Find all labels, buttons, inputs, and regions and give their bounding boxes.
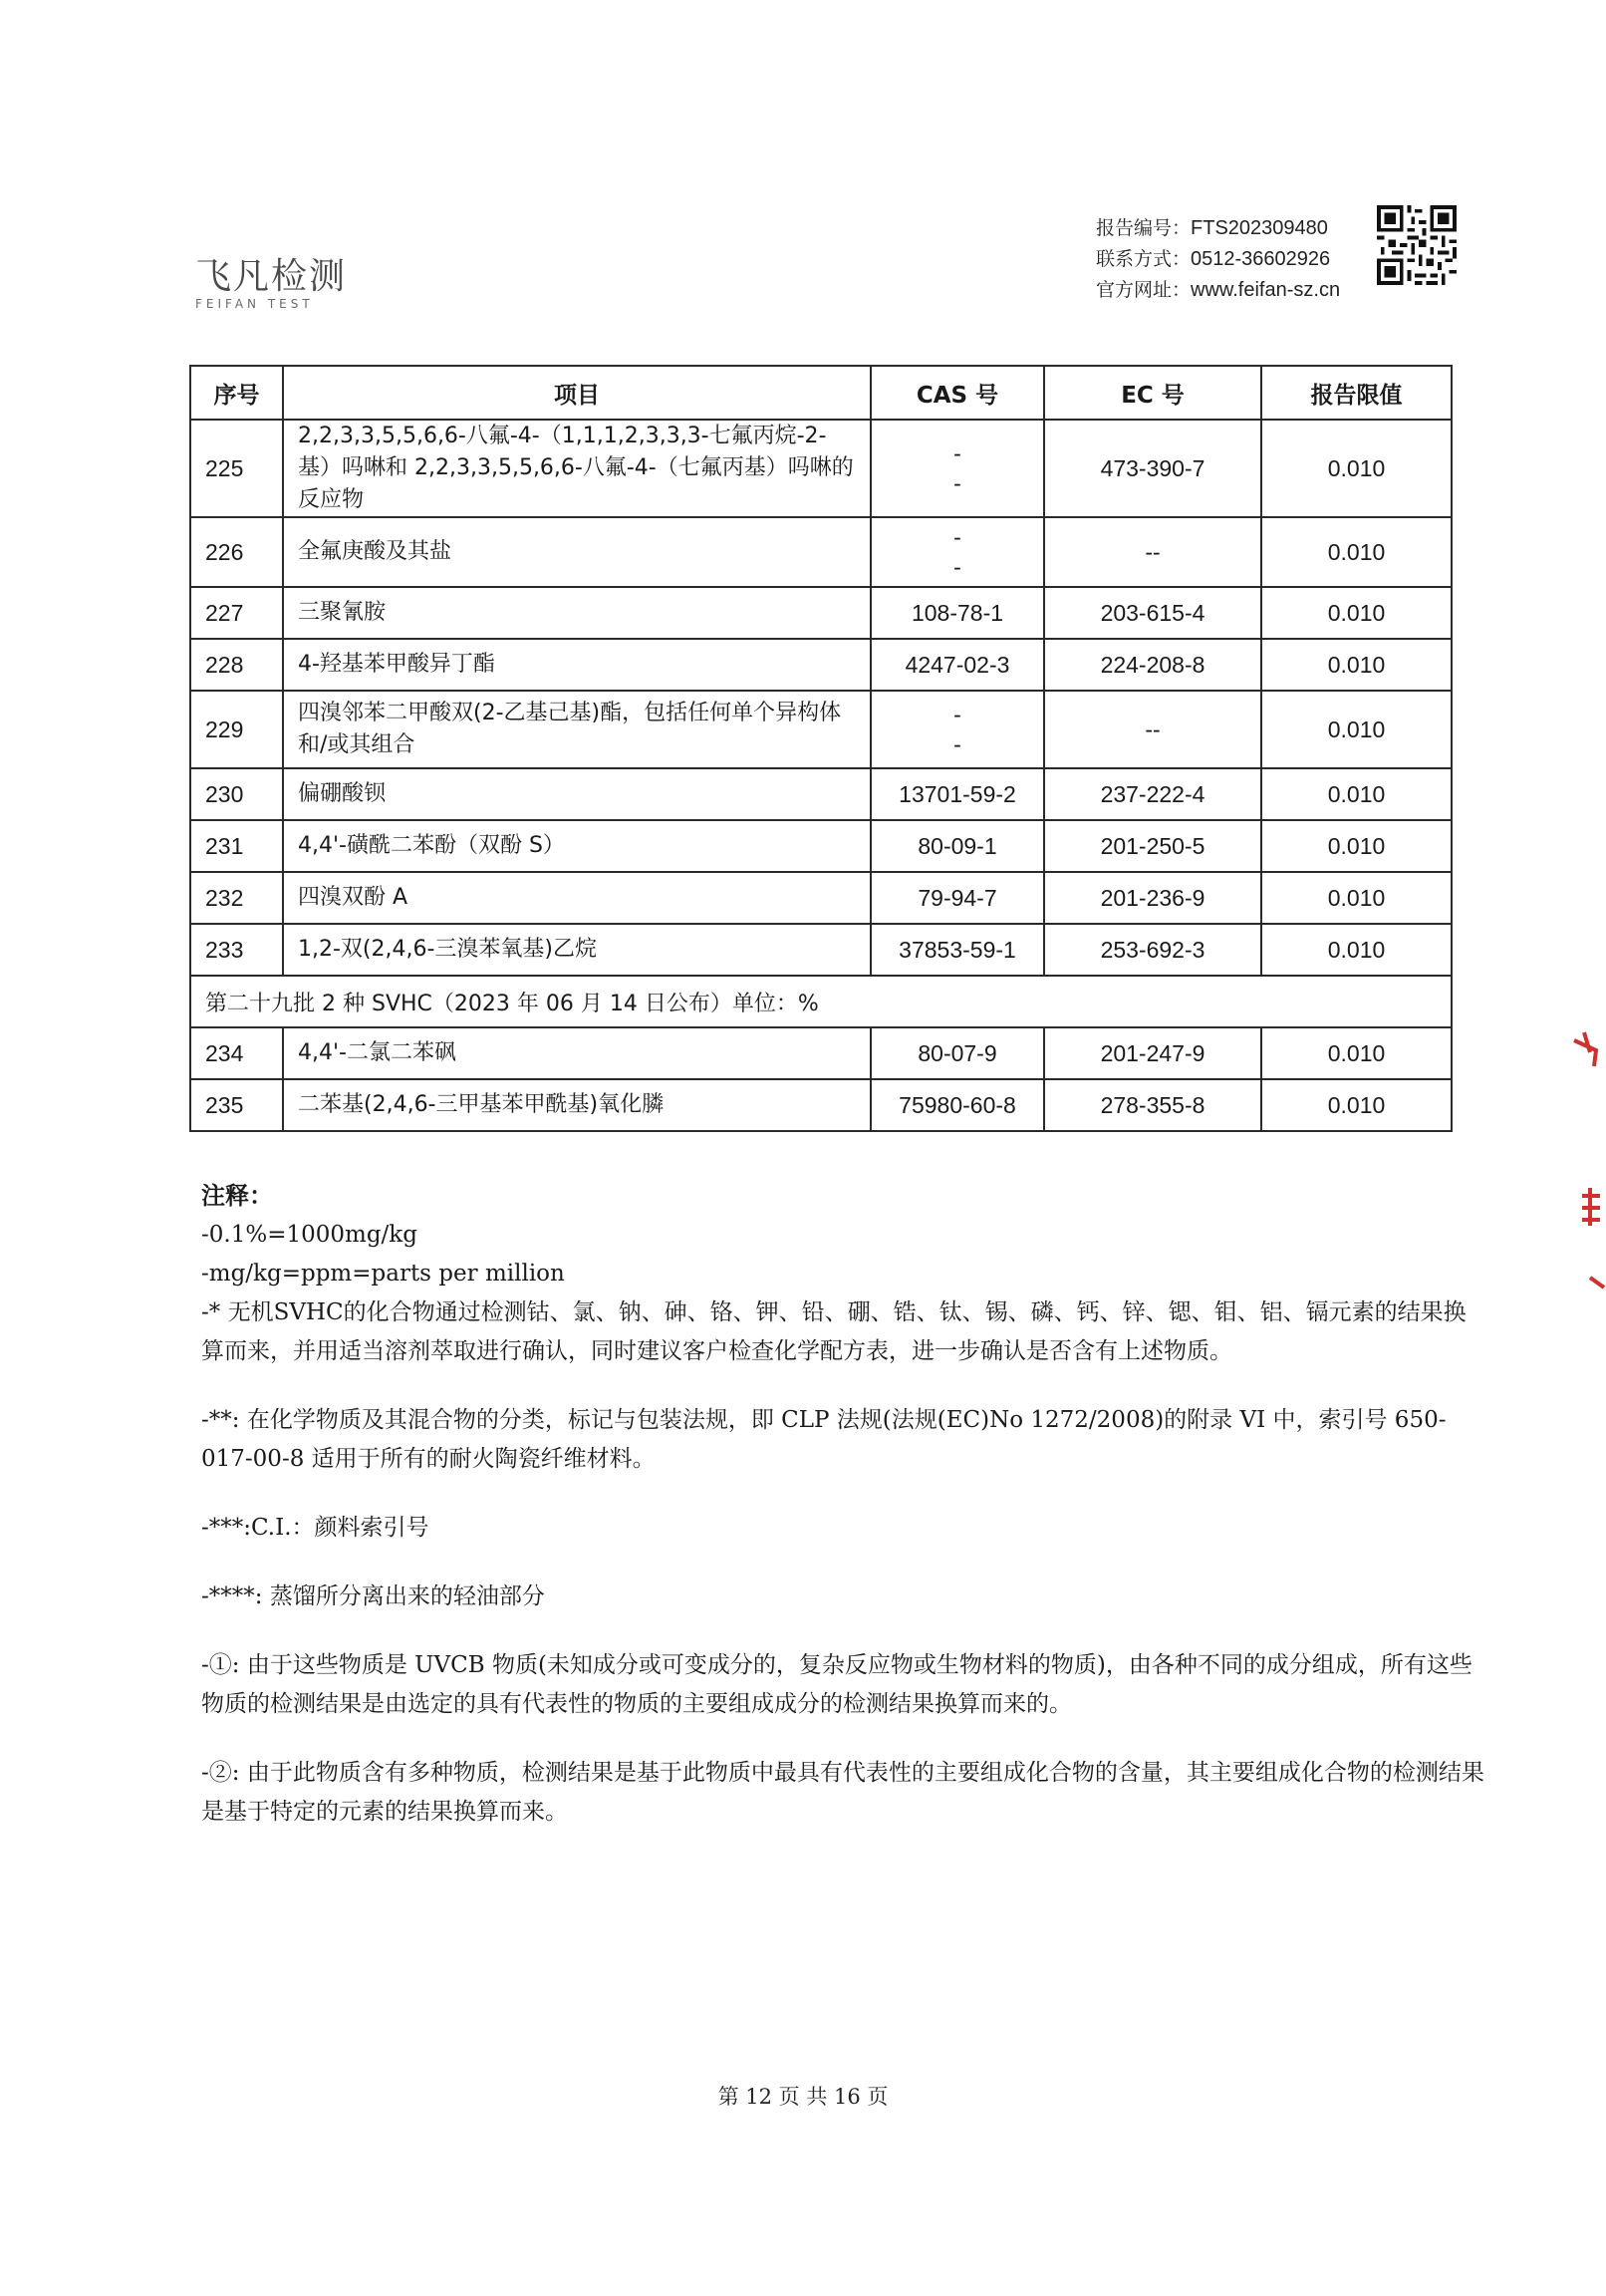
- contact-label: 联系方式：: [1096, 248, 1192, 270]
- row-seq: 235: [190, 1079, 283, 1131]
- note-light-oil: -****: 蒸馏所分离出来的轻油部分: [201, 1583, 545, 1609]
- row-limit: 0.010: [1261, 872, 1452, 924]
- row-cas: 79-94-7: [871, 872, 1044, 924]
- table-row: [190, 517, 1452, 587]
- row-item: 1,2-双(2,4,6-三溴苯氧基)乙烷: [283, 924, 871, 976]
- column-header-ec: EC 号: [1044, 366, 1261, 420]
- row-cas: 75980-60-8: [871, 1079, 1044, 1131]
- row-item: 偏硼酸钡: [283, 768, 871, 820]
- row-seq: 226: [190, 517, 283, 587]
- row-cas: 4247-02-3: [871, 639, 1044, 691]
- row-cas: 108-78-1: [871, 587, 1044, 639]
- website-label: 官方网址：: [1096, 279, 1192, 301]
- table-row: [190, 1027, 1452, 1079]
- table-row: [190, 820, 1452, 872]
- row-limit: 0.010: [1261, 1079, 1452, 1131]
- spacer: [201, 1616, 1486, 1646]
- website-row: [1096, 275, 1340, 306]
- company-logo: [195, 257, 347, 311]
- row-ec: --: [1044, 691, 1261, 768]
- row-cas: [871, 691, 1044, 768]
- column-header-cas: CAS 号: [871, 366, 1044, 420]
- stamp-fragment-icon: [1560, 1026, 1606, 1325]
- table-row: [190, 768, 1452, 820]
- note-conversion: -0.1%=1000mg/kg: [201, 1222, 417, 1248]
- row-limit: 0.010: [1261, 924, 1452, 976]
- contact-row: [1096, 244, 1340, 275]
- svhc-results-table: [189, 365, 1453, 1132]
- row-ec: 201-250-5: [1044, 820, 1261, 872]
- row-seq: 233: [190, 924, 283, 976]
- notes-title: 注释：: [201, 1182, 273, 1210]
- row-ec: 224-208-8: [1044, 639, 1261, 691]
- report-number-row: [1096, 213, 1340, 244]
- row-cas: [871, 517, 1044, 587]
- row-item: 三聚氰胺: [283, 587, 871, 639]
- note-uvcb: -①: 由于这些物质是 UVCB 物质(未知成分或可变成分的，复杂反应物或生物材料的物质)，由各种不同的成分组成，所有这些物质的检测结果是由选定的具有代表性的物质的主要组成成分的检测结果换算而来的。: [201, 1652, 1472, 1717]
- table-row: [190, 639, 1452, 691]
- note-units: -mg/kg=ppm=parts per million: [201, 1261, 565, 1287]
- page-number: 第 12 页 共 16 页: [717, 2085, 889, 2109]
- table-row: [190, 420, 1452, 517]
- table-row: [190, 872, 1452, 924]
- report-number-value: FTS202309480: [1191, 217, 1328, 239]
- cas-dash-top: -: [953, 440, 961, 466]
- row-seq: 231: [190, 820, 283, 872]
- report-number-label: 报告编号：: [1096, 217, 1192, 239]
- row-seq: 228: [190, 639, 283, 691]
- report-info: [1096, 213, 1340, 306]
- row-ec: 203-615-4: [1044, 587, 1261, 639]
- cas-dash-top: -: [953, 524, 961, 550]
- row-item: 2,2,3,3,5,5,6,6-八氟-4-（1,1,1,2,3,3,3-七氟丙烷-2-基）吗啉和 2,2,3,3,5,5,6,6-八氟-4-（七氟丙基）吗啉的反应物: [283, 420, 871, 517]
- table-row: [190, 924, 1452, 976]
- row-cas: 13701-59-2: [871, 768, 1044, 820]
- row-limit: 0.010: [1261, 420, 1452, 517]
- row-item: 全氟庚酸及其盐: [283, 517, 871, 587]
- row-limit: 0.010: [1261, 768, 1452, 820]
- note-inorganic-svhc: -* 无机SVHC的化合物通过检测钴、氯、钠、砷、铬、钾、铅、硼、锆、钛、锡、磷、钙、锌、锶、钼、铝、镉元素的结果换算而来，并用适当溶剂萃取进行确认，同时建议客户检查化学配方表，进一步确认是否含有上述物质。: [201, 1299, 1467, 1364]
- spacer: [201, 1724, 1486, 1754]
- table-header-row: [190, 366, 1452, 420]
- note-color-index: -***:C.I.：颜料索引号: [201, 1515, 429, 1541]
- row-seq: 232: [190, 872, 283, 924]
- row-limit: 0.010: [1261, 587, 1452, 639]
- row-limit: 0.010: [1261, 1027, 1452, 1079]
- row-cas: 80-09-1: [871, 820, 1044, 872]
- row-item: 四溴双酚 A: [283, 872, 871, 924]
- row-item: 四溴邻苯二甲酸双(2-乙基己基)酯，包括任何单个异构体和/或其组合: [283, 691, 871, 768]
- row-seq: 227: [190, 587, 283, 639]
- table-row: [190, 691, 1452, 768]
- row-ec: 237-222-4: [1044, 768, 1261, 820]
- cas-dash-bottom: -: [953, 731, 961, 757]
- row-cas: [871, 420, 1044, 517]
- row-limit: 0.010: [1261, 639, 1452, 691]
- spacer: [201, 1479, 1486, 1509]
- batch-note: 第二十九批 2 种 SVHC（2023 年 06 月 14 日公布）单位：%: [190, 976, 1452, 1027]
- row-item: 4,4'-二氯二苯砜: [283, 1027, 871, 1079]
- row-cas: 37853-59-1: [871, 924, 1044, 976]
- note-multi-substance: -②: 由于此物质含有多种物质，检测结果是基于此物质中最具有代表性的主要组成化合物的含量，其主要组成化合物的检测结果是基于特定的元素的结果换算而来。: [201, 1760, 1484, 1825]
- cas-dash-bottom: -: [953, 470, 961, 496]
- logo-text-cn: 飞凡检测: [195, 256, 348, 297]
- table-row: [190, 587, 1452, 639]
- row-item: 4-羟基苯甲酸异丁酯: [283, 639, 871, 691]
- cas-dash-top: -: [953, 702, 961, 727]
- row-item: 4,4'-磺酰二苯酚（双酚 S）: [283, 820, 871, 872]
- row-item: 二苯基(2,4,6-三甲基苯甲酰基)氧化膦: [283, 1079, 871, 1131]
- row-ec: 201-247-9: [1044, 1027, 1261, 1079]
- table-row: [190, 1079, 1452, 1131]
- row-ec: 473-390-7: [1044, 420, 1261, 517]
- qr-code-icon: [1377, 205, 1457, 285]
- column-header-limit: 报告限值: [1261, 366, 1452, 420]
- row-cas: 80-07-9: [871, 1027, 1044, 1079]
- row-ec: 201-236-9: [1044, 872, 1261, 924]
- contact-value: 0512-36602926: [1191, 248, 1331, 270]
- row-ec: 278-355-8: [1044, 1079, 1261, 1131]
- row-seq: 225: [190, 420, 283, 517]
- spacer: [201, 1548, 1486, 1578]
- row-ec: 253-692-3: [1044, 924, 1261, 976]
- row-limit: 0.010: [1261, 691, 1452, 768]
- row-ec: --: [1044, 517, 1261, 587]
- row-limit: 0.010: [1261, 820, 1452, 872]
- notes-section: [201, 1176, 1486, 1832]
- logo-text-en: FEIFAN TEST: [195, 297, 314, 311]
- website-value: www.feifan-sz.cn: [1191, 279, 1341, 301]
- column-header-item: 项目: [283, 366, 871, 420]
- row-seq: 230: [190, 768, 283, 820]
- note-clp-regulation: -**: 在化学物质及其混合物的分类，标记与包装法规，即 CLP 法规(法规(EC)No 1272/2008)的附录 VI 中，索引号 650-017-00-8 适用于所有的耐火陶瓷纤维材料。: [201, 1407, 1447, 1472]
- row-seq: 234: [190, 1027, 283, 1079]
- batch-note-row: [190, 976, 1452, 1027]
- row-limit: 0.010: [1261, 517, 1452, 587]
- spacer: [201, 1371, 1486, 1401]
- row-seq: 229: [190, 691, 283, 768]
- column-header-seq: 序号: [190, 366, 283, 420]
- cas-dash-bottom: -: [953, 554, 961, 580]
